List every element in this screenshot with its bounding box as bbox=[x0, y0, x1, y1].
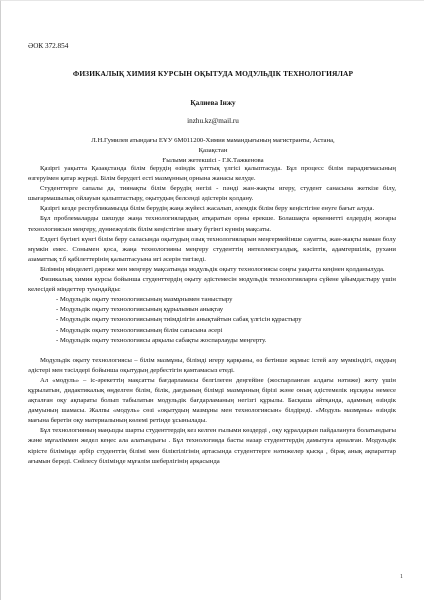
paragraph: Бұл технологияның маңызды шарты студенттердің кез келген ғылыми көздерді , оқу құралдарын пайдалануға болатындығы және мұғаліммен жедел кеңес ала алатындығы . Бұл технологияда басты назар студенттердің дамытуға арналған. Модульдік кірісте біліміңде әрбір студенттің білімі мен біліктілігінің артасында студенттерге нәтижелер қысқа , бірақ анық ақпараттар ағымын береді. Сөйлесу біліміңде мұғалім шеберлігінің арқасында bbox=[28, 427, 396, 465]
paragraph: Білімнің мінделеті дәреже мен меңгеру мақсатында модульдік оқыту технологиясы соңғы уақытта кеңінен қолданылуда. bbox=[40, 265, 385, 273]
task-list-item: - Модульдік оқыту технологиясының білім сапасына әсері bbox=[56, 326, 223, 334]
page-number: 1 bbox=[400, 574, 403, 580]
affiliation-block bbox=[46, 136, 380, 166]
supervisor-line: Ғылыми жетекшісі - Г.К.Тажкенова bbox=[162, 157, 264, 164]
task-list-item: - Модульдік оқыту технологиясы арқылы сабақты жоспарлауды меңгерту. bbox=[56, 336, 267, 344]
paragraph: Бұл проблемаларды шешуде жаңа технологиялардың атқаратын орны ерекше. Болашақта өркениетті елдердің жоғары технологиясын меңгеру, дүниежүзілік білім кеңістігіне шығу бүгінгі күннің мақсаты. bbox=[28, 215, 396, 233]
task-list-item: - Модульдік оқыту технологиясының мазмұнымен таныстыру bbox=[56, 296, 233, 304]
author-name: Қалиева Інжу bbox=[190, 99, 236, 107]
article-body bbox=[28, 164, 396, 467]
paragraph: Қазіргі уақытта Қазақстанда білім берудің өзіндік ұлттық үлгісі қалыптасуда. Бұл процесс білім парадигмасының өзгеруімен қатар жүреді. Білім берудегі есті мазмұнның орнына жанасы келуде. bbox=[28, 165, 396, 183]
author-email: inzhu.kz@mail.ru bbox=[187, 117, 239, 125]
paragraph: Елдегі бүгінгі күнгі білім беру саласында оқытудың озық технологияларын меңгермейінше сауатты, жан-жақты маман болу мүмкін емес. Сонымен қоса, жаңа технологияны меңгеру студенттің интеллектуалдық, кәсіптік, адамгершілік, рухани азаматтық т.б қабілеттерінің қалыптасуына игі әсерін тигізеді. bbox=[28, 235, 396, 263]
paper-title: ФИЗИКАЛЫҚ ХИМИЯ КУРСЫН ОҚЫТУДА МОДУЛЬДІК ТЕХНОЛОГИЯЛАР bbox=[72, 69, 354, 78]
paragraph: Студенттерге сапалы да, тиянақты білім берудің негізі - пәндi жан-жақты игеру, студент санасына жеткізе білу, шығармашылық ойлауын қалыптастыру, оқытудың белсенді әдістерін қолдану. bbox=[28, 185, 396, 203]
affiliation-line: Қазақстан bbox=[198, 147, 228, 154]
paragraph: Модульдік оқыту технологиясы – білім мазмұны, білімді игеру қарқыны, өз бетінше жұмыс істей алу мүмкіндігі, оқудың әдістері мен тәсілдері бойынша оқытудың дербестігін қамтамасыз етеді. bbox=[28, 356, 396, 374]
task-list-item: - Модульдік оқыту технологиясының құрылымын анықтау bbox=[56, 306, 224, 314]
paragraph: Физикалық химия курсы бойынша студенттердің оқыту әдістемесін модульдік технологияларға сүйене ұйымдастыру үшін келесідей міндеттер туындайды: bbox=[28, 276, 396, 294]
paragraph: Ал «модуль» – іс-әрекеттің мақсатты бағдарламасы белгілеген деңгейіне (жоспарланған алдағы нәтиже) жету үшін құрылатын, дидактикалық өңделген білім, білік, дағдының білімді мазмұнның бірізі және оның әдістемелік нұсқауы немесе ақталған оқу ақпараты болып табылатын модульдік бағдарламаның негізгі құрылы. Басқаша айтқанда, адамның өзіндік дамуының шамасы. Жалпы «модуль» сөзі «оқытудың мазмұны мен технологиясын» білдіреді. «Модуль мазмұны» өзіндік мағына беретін оқу материалының көлемі ретінде ұсынылады. bbox=[28, 376, 396, 425]
task-list-item: - Модульдік оқыту технологиясының тиімділігін анықтайтын сабақ үлгісін құрастыру bbox=[56, 316, 302, 324]
affiliation-line: Л.Н.Гумилев атындағы ЕҰУ 6М011200-Химия мамандығының магистранты, Астана, bbox=[91, 137, 335, 144]
paragraph: Қазіргі кезде республикамызда білім берудің жаңа жүйесі жасалып, әлемдік білім беру кеңістігіне енуге бағыт алуда. bbox=[40, 205, 375, 213]
udk-code: ӘОК 372.854 bbox=[28, 42, 69, 50]
